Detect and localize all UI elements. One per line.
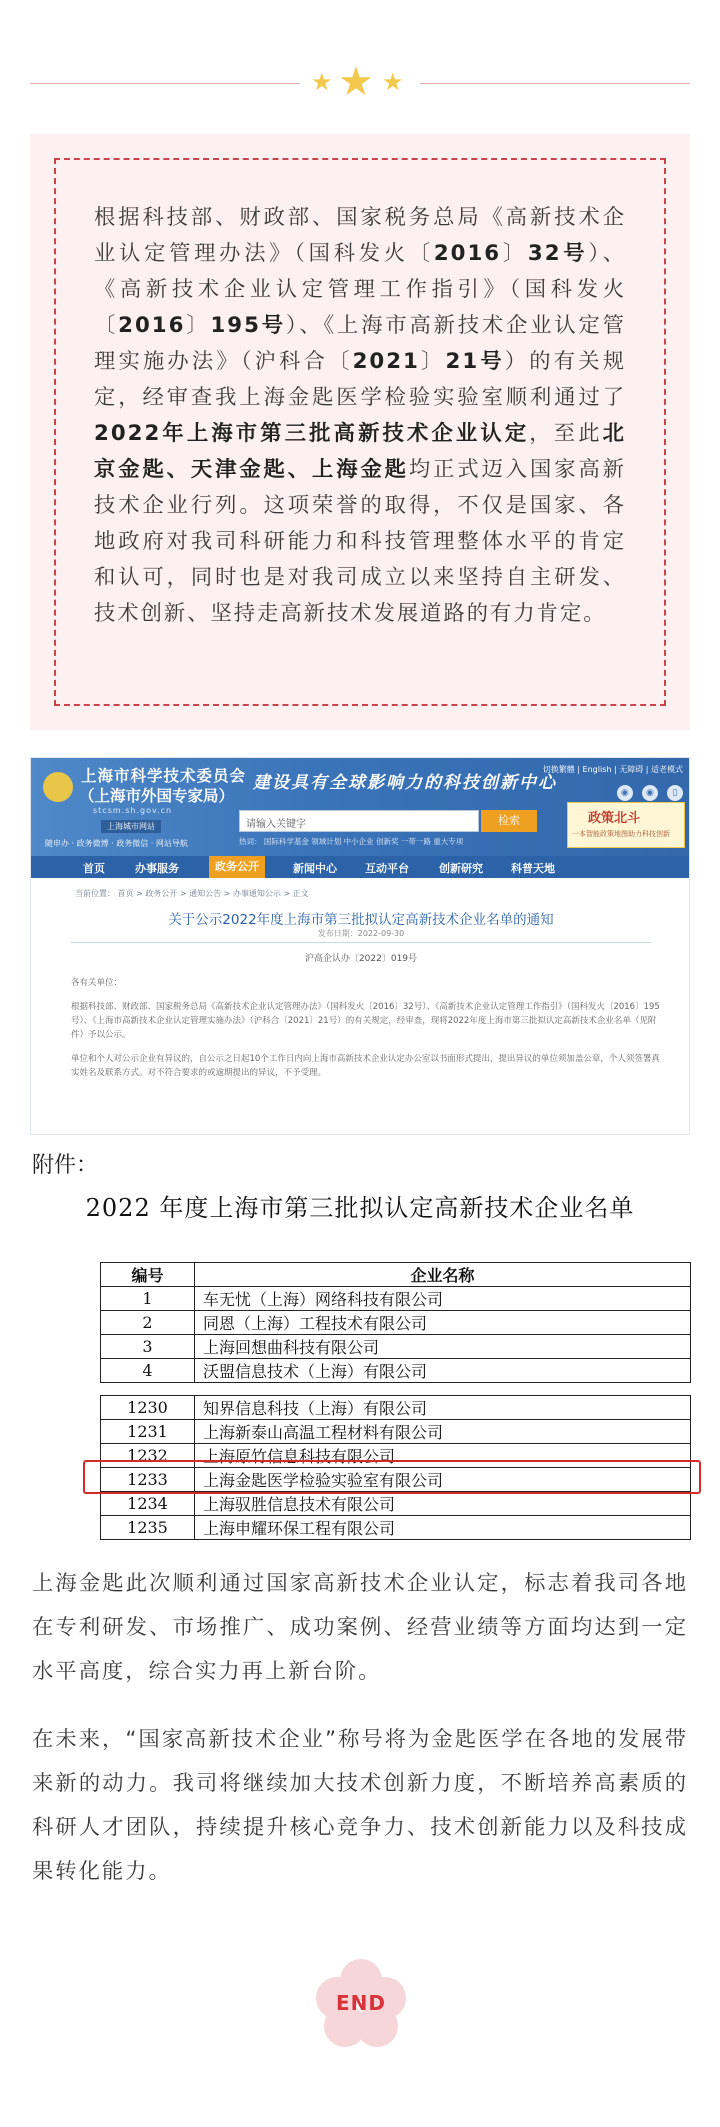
row-company: 知界信息科技（上海）有限公司 bbox=[195, 1396, 691, 1420]
row-number: 1230 bbox=[101, 1396, 195, 1420]
intro-text-segment: ，至此 bbox=[529, 421, 603, 446]
intro-text-segment: ）、《高新技术企业认定管理工作指引》（国科发火〔 bbox=[94, 241, 626, 338]
row-number: 1233 bbox=[101, 1468, 195, 1492]
intro-emphasis: 2016 bbox=[433, 241, 502, 266]
intro-text-segment: 〕 bbox=[419, 349, 446, 374]
nav-item-interaction[interactable]: 互动平台 bbox=[365, 862, 409, 875]
policy-banner[interactable] bbox=[567, 802, 685, 848]
intro-text-segment: ）、《上海市高新技术企业认定管理实施办法》（沪科合〔 bbox=[94, 313, 626, 374]
row-number: 1231 bbox=[101, 1420, 195, 1444]
intro-emphasis: 21号 bbox=[445, 349, 505, 374]
intro-emphasis: 2021 bbox=[352, 349, 420, 374]
divider-line-left bbox=[30, 83, 300, 84]
table-row bbox=[101, 1287, 691, 1311]
search-button[interactable]: 检索 bbox=[481, 810, 537, 832]
app-links[interactable]: 随申办 · 政务微博 · 政务微信 · 网站导航 bbox=[45, 839, 188, 848]
intro-emphasis: 北京金匙、天津金匙、上海金匙 bbox=[94, 421, 626, 482]
row-company: 沃盟信息技术（上海）有限公司 bbox=[195, 1359, 691, 1383]
site-nav bbox=[31, 856, 690, 878]
row-number: 1232 bbox=[101, 1444, 195, 1468]
row-company: 车无忧（上海）网络科技有限公司 bbox=[195, 1287, 691, 1311]
table-row bbox=[101, 1420, 691, 1444]
emblem-icon bbox=[43, 772, 73, 802]
row-number: 3 bbox=[101, 1335, 195, 1359]
notice-divider bbox=[71, 942, 651, 943]
notice-body bbox=[71, 976, 661, 1090]
notice-paragraph: 根据科技部、财政部、国家税务总局《高新技术企业认定管理办法》（国科发火〔2016〕32号）、《高新技术企业认定管理工作指引》（国科发火〔2016〕195号）、《上海市高新技术企业认定管理实施办法》（沪科合〔2021〕21号）的有关规定，经审查，现将2022年度上海市第三批拟认定高新技术企业名单（见附件）予以公示。 bbox=[71, 1002, 660, 1040]
table-row bbox=[101, 1335, 691, 1359]
website-screenshot bbox=[30, 757, 690, 1135]
nav-item-innovation[interactable]: 创新研究 bbox=[439, 862, 483, 875]
star-divider bbox=[30, 59, 690, 105]
site-slogan: 建设具有全球影响力的科技创新中心 bbox=[253, 773, 557, 793]
mobile-icon[interactable]: ▯ bbox=[667, 785, 683, 801]
notice-paragraph: 单位和个人对公示企业有异议的，自公示之日起10个工作日内向上海市高新技术企业认定办公室以书面形式提出，提出异议的单位须加盖公章，个人须签署真实姓名及联系方式。对不符合要求的或逾期提出的异议，不予受理。 bbox=[71, 1054, 660, 1078]
table-row bbox=[101, 1396, 691, 1420]
end-label: END bbox=[335, 1991, 386, 2015]
top-links[interactable]: 切换繁體 | English | 无障碍 | 适老模式 bbox=[542, 765, 683, 774]
row-company: 上海申耀环保工程有限公司 bbox=[195, 1516, 691, 1540]
star-icon: ★ bbox=[311, 68, 333, 96]
nav-item-science[interactable]: 科普天地 bbox=[511, 862, 555, 875]
intro-paragraph bbox=[94, 200, 626, 632]
row-number: 4 bbox=[101, 1359, 195, 1383]
intro-text-segment: 根据科技部、财政部、国家税务总局《高新技术企业认定管理办法》（国科发火〔 bbox=[94, 205, 626, 266]
row-company: 上海回想曲科技有限公司 bbox=[195, 1335, 691, 1359]
row-company: 上海金匙医学检验实验室有限公司 bbox=[195, 1468, 691, 1492]
attachment-title: 2022 年度上海市第三批拟认定高新技术企业名单 bbox=[85, 1194, 635, 1222]
table-header-row bbox=[101, 1263, 691, 1287]
table-row bbox=[101, 1492, 691, 1516]
end-flower-badge bbox=[316, 1959, 406, 2049]
intro-emphasis: 2016 bbox=[118, 313, 186, 338]
header-company: 企业名称 bbox=[195, 1263, 691, 1287]
notice-salutation: 各有关单位： bbox=[71, 978, 123, 988]
nav-item-services[interactable]: 办事服务 bbox=[135, 862, 179, 875]
table-row bbox=[101, 1311, 691, 1335]
notice-title: 关于公示2022年度上海市第三批拟认定高新技术企业名单的通知 bbox=[168, 912, 554, 928]
org-subname: （上海市外国专家局） bbox=[79, 787, 235, 805]
company-table-top bbox=[100, 1262, 691, 1383]
row-company: 同恩（上海）工程技术有限公司 bbox=[195, 1311, 691, 1335]
intro-emphasis: 2022年上海市第三批高新技术企业认定 bbox=[94, 421, 530, 446]
nav-item-gov-affairs[interactable]: 政务公开 bbox=[209, 856, 265, 878]
body-paragraph: 上海金匙此次顺利通过国家高新技术企业认定，标志着我司各地在专利研发、市场推广、成功案例、经营业绩等方面均达到一定水平高度，综合实力再上新台阶。 bbox=[32, 1571, 688, 1684]
highlight-box bbox=[83, 1460, 701, 1494]
table-row bbox=[101, 1516, 691, 1540]
intro-text-segment: 〕 bbox=[501, 241, 528, 266]
nav-item-news[interactable]: 新闻中心 bbox=[293, 862, 337, 875]
divider-line-right bbox=[420, 83, 690, 84]
intro-emphasis: 32号 bbox=[527, 241, 589, 266]
wechat-icon[interactable]: ◉ bbox=[642, 785, 658, 801]
search-input[interactable]: 请输入关键字 bbox=[239, 810, 479, 832]
policy-banner-title: 政策北斗 bbox=[588, 811, 641, 826]
policy-banner-subtitle: 一本智能政策地图助力科技创新 bbox=[572, 830, 670, 838]
hot-words[interactable]: 热词： 国际科学基金 领域计划 中小企业 创新奖 一带一路 重大专项 bbox=[239, 837, 464, 846]
row-company: 上海原竹信息科技有限公司 bbox=[195, 1444, 691, 1468]
notice-date: 发布日期：2022-09-30 bbox=[317, 929, 405, 938]
header-number: 编号 bbox=[101, 1263, 195, 1287]
star-icon: ★ bbox=[338, 59, 374, 105]
row-company: 上海新泰山高温工程材料有限公司 bbox=[195, 1420, 691, 1444]
row-number: 1235 bbox=[101, 1516, 195, 1540]
body-paragraph: 在未来，“国家高新技术企业”称号将为金匙医学在各地的发展带来新的动力。我司将继续加大技术创新力度，不断培养高素质的科研人才团队，持续提升核心竞争力、技术创新能力以及科技成果转化能力。 bbox=[32, 1727, 688, 1884]
row-number: 1234 bbox=[101, 1492, 195, 1516]
intro-text-segment: 均正式迈入国家高新技术企业行列。这项荣誉的取得，不仅是国家、各地政府对我司科研能力和科技管理整体水平的肯定和认可，同时也是对我司成立以来坚持自主研发、技术创新、坚持走高新技术发展道路的有力肯定。 bbox=[94, 457, 626, 626]
intro-text-segment: ）的有关规定，经审查我上海金匙医学检验实验室顺利通过了 bbox=[94, 349, 626, 410]
weibo-icon[interactable]: ◉ bbox=[617, 785, 633, 801]
star-icon: ★ bbox=[382, 68, 404, 96]
site-header bbox=[31, 758, 690, 856]
nav-item-home[interactable]: 首页 bbox=[83, 862, 105, 875]
intro-emphasis: 195号 bbox=[210, 313, 286, 338]
row-number: 2 bbox=[101, 1311, 195, 1335]
breadcrumb[interactable]: 当前位置： 首页 > 政务公开 > 通知公告 > 办事通知公示 > 正文 bbox=[75, 889, 309, 898]
table-row bbox=[101, 1359, 691, 1383]
org-tag: 上海城市网站 bbox=[101, 820, 161, 833]
org-url: stcsm.sh.gov.cn bbox=[93, 806, 173, 815]
intro-dashed-frame bbox=[54, 158, 666, 706]
intro-text-segment: 〕 bbox=[185, 313, 211, 338]
org-name: 上海市科学技术委员会 bbox=[81, 767, 247, 785]
top-icons bbox=[613, 780, 683, 801]
notice-number: 沪高企认办〔2022〕019号 bbox=[304, 954, 418, 964]
row-company: 上海驭胜信息技术有限公司 bbox=[195, 1492, 691, 1516]
attachment-label: 附件： bbox=[32, 1153, 99, 1178]
row-number: 1 bbox=[101, 1287, 195, 1311]
intro-card bbox=[30, 134, 690, 730]
